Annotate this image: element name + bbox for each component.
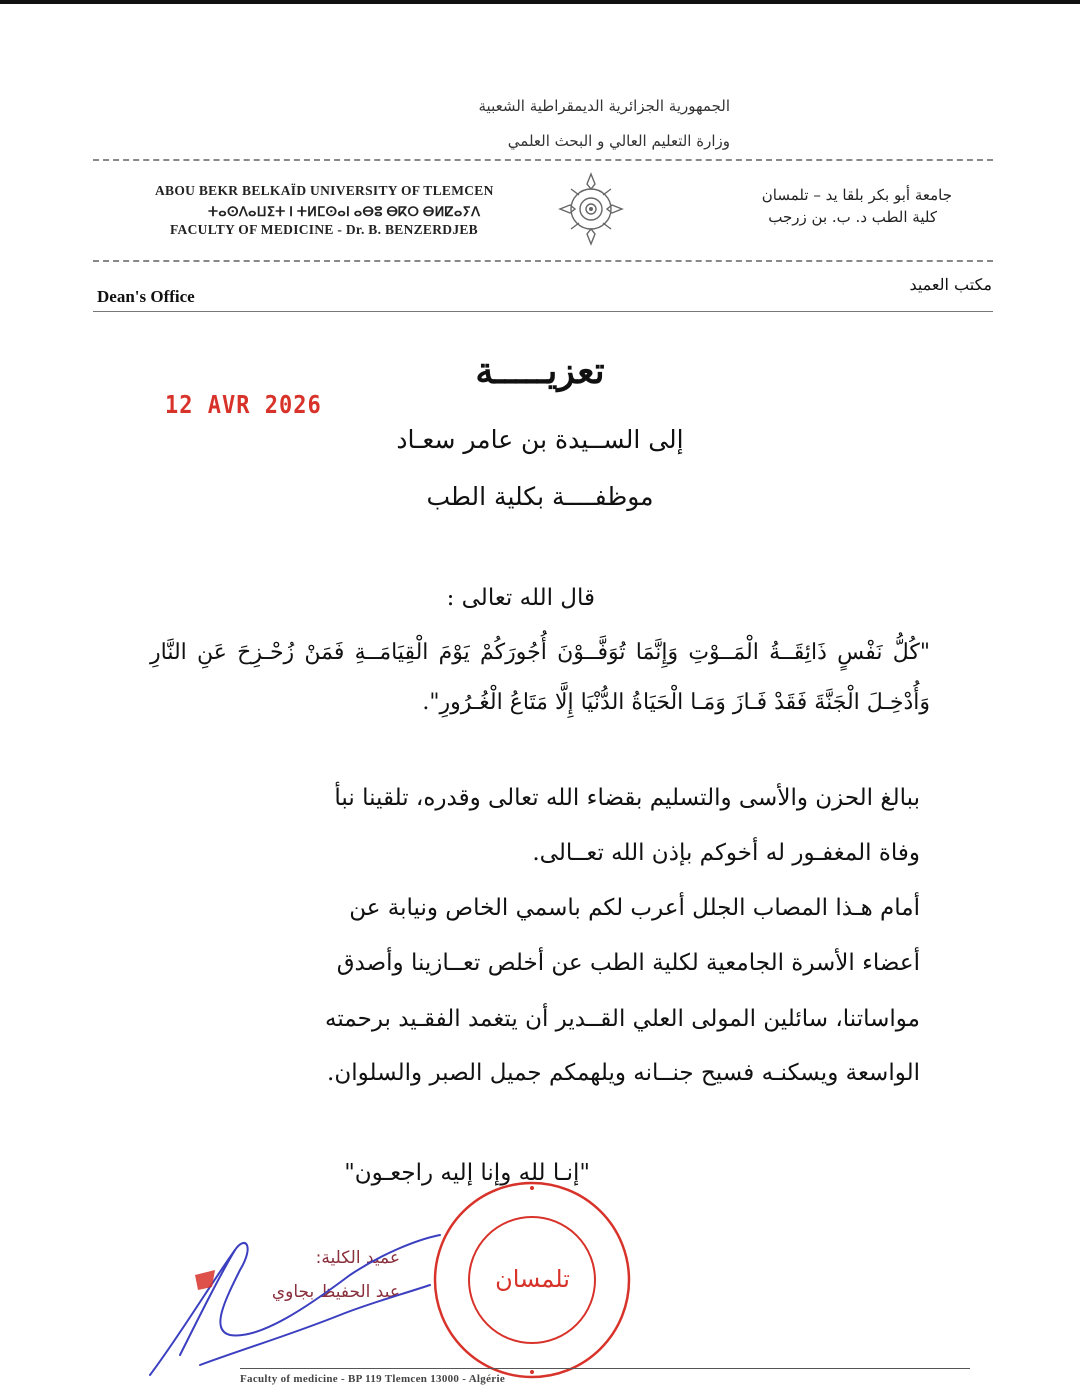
university-name-en: ABOU BEKR BELKAÏD UNIVERSITY OF TLEMCEN [155,183,494,198]
quote-intro: قال الله تعالى : [446,585,595,611]
footer-divider [240,1368,970,1369]
office-divider [93,311,993,312]
top-border [0,0,1080,4]
paragraph-line-4: أعضاء الأسرة الجامعية لكلية الطب عن أخلص تعــازينا وأصدق [336,950,920,976]
paragraph-line-6: الواسعة ويسكنـه فسيح جنــانه ويلهمكم جميل الصبر والسلوان. [327,1060,920,1086]
signature-title: عميد الكلية: [315,1248,400,1268]
header-divider-bottom [93,260,993,262]
university-name-tifinagh: ⵜⴰⵙⴷⴰⵡⵉⵜ ⵏ ⵜⵍⵎⵙⴰⵏ ⴰⴱⵓ ⴱⴽⵔ ⴱⵍⵇⴰⵢⴷ [208,204,481,219]
office-label-ar: مكتب العميد [909,275,992,294]
paragraph-line-3: أمام هـذا المصاب الجلل أعرب لكم باسمي الخاص ونيابة عن [349,895,920,921]
date-stamp: 12 AVR 2026 [165,391,322,420]
handwritten-signature-icon [140,1215,470,1385]
recipient-role: موظفــــة بكلية الطب [426,482,654,511]
paragraph-line-2: وفاة المغفـور له أخوكم بإذن الله تعــالى. [532,840,920,866]
recipient-name: إلى الســيدة بن عامر سعـاد [396,425,684,454]
letter-title: تعزيـــــة [475,350,605,392]
official-seal [430,1180,635,1380]
paragraph-line-5: مواساتنا، سائلين المولى العلي القــدير أن يتغمد الفقـيد برحمته [325,1006,920,1032]
signature-name: عبد الحفيظ بجاوي [271,1282,400,1302]
republic-heading: الجمهورية الجزائرية الديمقراطية الشعبية [478,97,730,115]
office-label-en: Dean's Office [97,287,195,306]
university-name-ar: جامعة أبو بكر بلقا يد – تلمسان [761,186,952,204]
faculty-name-en: FACULTY OF MEDICINE - Dr. B. BENZERDJEB [170,222,478,237]
university-logo-icon [558,170,624,248]
faculty-name-ar: كلية الطب د. ب. بن زرجب [768,208,937,226]
paragraph-line-1: ببالغ الحزن والأسى والتسليم بقضاء الله تعالى وقدره، تلقينا نبأ [334,785,920,811]
footer-address: Faculty of medicine - BP 119 Tlemcen 13000 - Algérie [240,1373,505,1385]
header-divider-top [93,159,993,161]
closing-verse: "إنـا لله وإنا إليه راجعـون" [344,1160,590,1186]
quran-verse: "كُلُّ نَفْسٍ ذَائِقَــةُ الْمَــوْتِ وَإِنَّمَا تُوَفَّــوْنَ أُجُورَكُمْ يَوْمَ الْقِيَامَــةِ فَمَنْ زُحْـزِحَ عَنِ النَّارِ وَأُدْخِـلَ الْجَنَّةَ فَقَدْ فَـازَ وَمَـا الْحَيَاةُ الدُّنْيَا إِلَّا مَتَاعُ الْغُـرُورِ". [150,640,930,715]
ministry-heading: وزارة التعليم العالي و البحث العلمي [507,132,730,150]
seal-center-text: تلمسان [495,1265,570,1293]
